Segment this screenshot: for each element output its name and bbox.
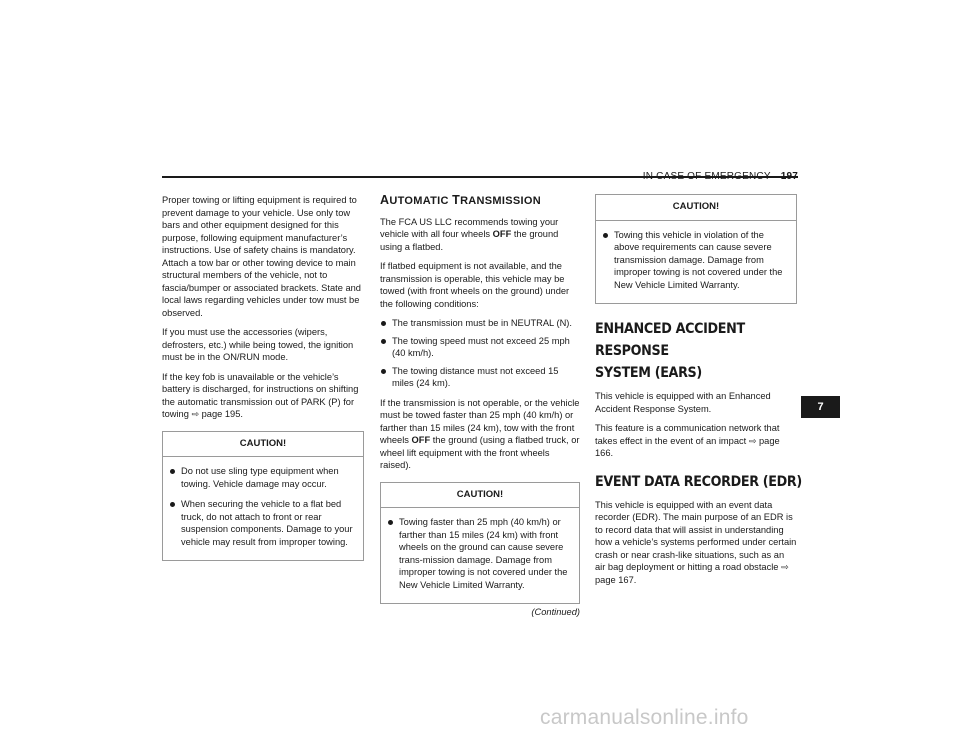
caution-item: Towing faster than 25 mph (40 km/h) or farther than 15 miles (24 km) with front wheels on the ground can cause severe trans-mission damage. Damage from improper towing is not covered under the New Vehicle Limited Warranty. — [387, 516, 571, 591]
page-ref-arrow-icon: ⇨ — [748, 435, 757, 446]
caution-title: CAUTION! — [381, 483, 579, 509]
continued-note: (Continued) — [531, 607, 580, 617]
towing-equipment-paragraph: Proper towing or lifting equipment is required to prevent damage to your vehicle. Use only tow bars and other equipment designed for this purpose, following equipment manufacturer’s instructions. Use of safety chains is mandatory. Attach a tow bar or other towing device to main structural members of the vehicle, not to fascia/bumper or associated brackets. State and local laws regarding vehicles under tow must be observed. — [162, 195, 361, 318]
ears-heading: ENHANCED ACCIDENT RESPONSE SYSTEM (EARS) — [595, 321, 745, 381]
page-ref-arrow-icon: ⇨ — [191, 409, 200, 419]
accessories-paragraph: If you must use the accessories (wipers, defrosters, etc.) while being towed, the ignition must be in the ON/RUN mode. — [162, 327, 354, 362]
flatbed-paragraph: The FCA US LLC recommends towing your vehicle with all four wheels OFF the ground using a flatbed. — [380, 216, 559, 252]
caution-box-towing — [162, 431, 364, 562]
caution-item: When securing the vehicle to a flat bed truck, do not attach to front or rear suspension components. Damage to your vehicle may result from improper towing. — [169, 498, 355, 548]
chapter-tab: 7 — [801, 396, 840, 418]
conditions-intro: If flatbed equipment is not available, and the transmission is operable, this vehicle may be towed (with front wheels on the ground) under the following conditions: — [380, 261, 570, 309]
ears-paragraph-2: This feature is a communication network that takes effect in the event of an impact ⇨ page 166. — [595, 423, 780, 458]
caution-box-violation — [595, 194, 797, 304]
condition-item: The towing speed must not exceed 25 mph (40 km/h). — [380, 335, 580, 360]
column-middle — [380, 194, 580, 619]
page-ref-link[interactable]: page 167. — [595, 574, 637, 585]
caution-list — [381, 508, 579, 603]
condition-item: The towing distance must not exceed 15 miles (24 km). — [380, 365, 580, 390]
caution-list — [596, 221, 796, 304]
condition-item: The transmission must be in NEUTRAL (N). — [380, 317, 580, 330]
conditions-list — [380, 317, 580, 390]
automatic-transmission-heading: AUTOMATIC TRANSMISSION — [380, 193, 541, 207]
caution-title: CAUTION! — [596, 195, 796, 221]
page-ref-link[interactable]: page 195. — [201, 409, 243, 419]
not-operable-paragraph: If the transmission is not operable, or the vehicle must be towed faster than 25 mph (40 km/h) or farther than 15 miles (24 km), tow with the front wheels OFF the ground (using a flatbed truck, or wheel lift equipment with the front wheels raised). — [380, 397, 580, 470]
caution-box-speed — [380, 482, 580, 605]
page-ref-link[interactable]: page 166. — [595, 435, 780, 458]
caution-item: Towing this vehicle in violation of the above requirements can cause severe transmission damage. Damage from improper towing is not covered under the New Vehicle Limited Warranty. — [602, 229, 788, 292]
header-rule — [162, 176, 798, 178]
caution-item: Do not use sling type equipment when towing. Vehicle damage may occur. — [169, 465, 355, 490]
column-right — [595, 194, 802, 593]
key-fob-paragraph: If the key fob is unavailable or the vehicle’s battery is discharged, for instructions on shifting the automatic transmission out of PARK (P) for towing ⇨ page 195. — [162, 371, 359, 419]
edr-heading: EVENT DATA RECORDER (EDR) — [595, 473, 802, 490]
page-ref-arrow-icon: ⇨ — [781, 562, 789, 572]
column-left — [162, 194, 364, 561]
edr-paragraph: This vehicle is equipped with an event data recorder (EDR). The main purpose of an EDR is to record data that will assist in understanding how a vehicle’s systems performed under certain crash or near crash-like situations, such as an air bag deployment or hitting a road obstacle ⇨ page 167. — [595, 499, 797, 585]
caution-list — [163, 457, 363, 560]
watermark: carmanualsonline.info — [540, 706, 749, 729]
ears-paragraph-1: This vehicle is equipped with an Enhanced Accident Response System. — [595, 391, 771, 414]
caution-title: CAUTION! — [163, 432, 363, 458]
